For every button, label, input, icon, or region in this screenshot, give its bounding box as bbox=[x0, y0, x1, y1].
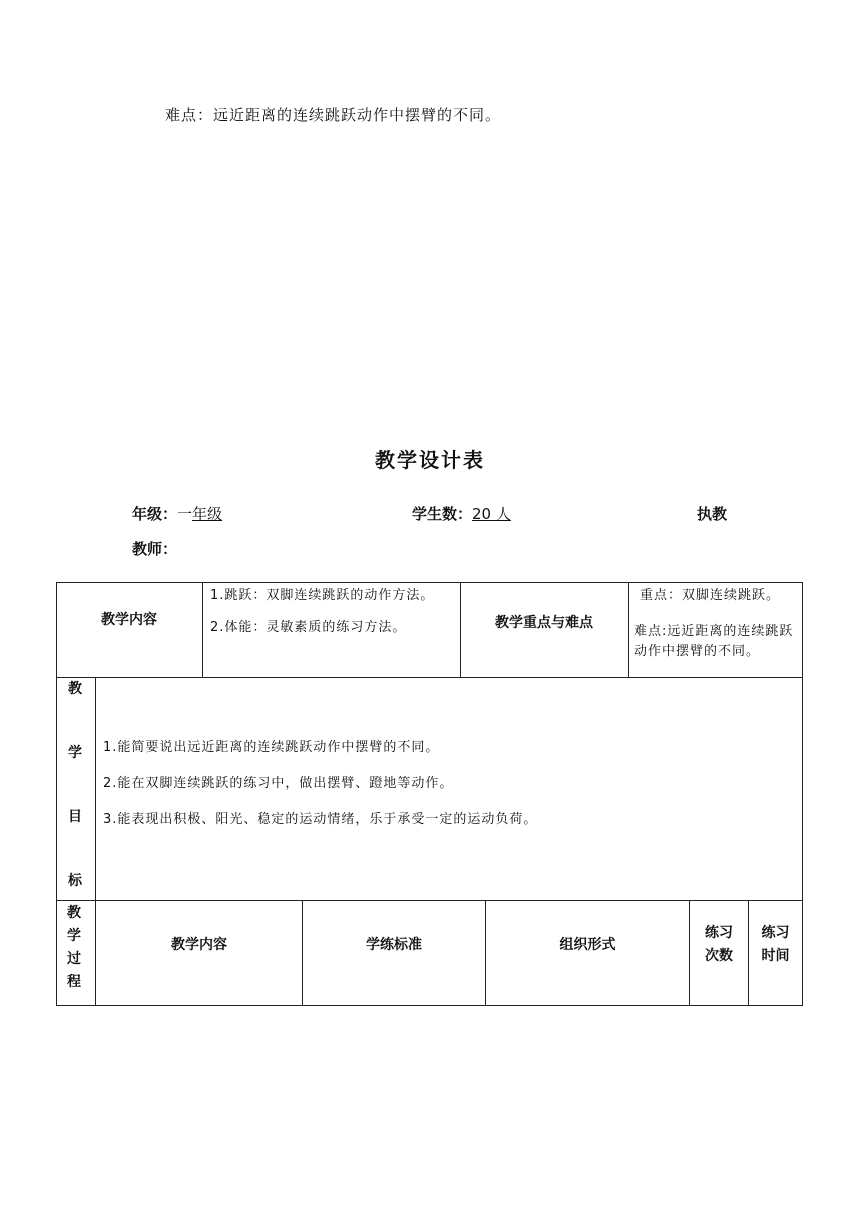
border-right bbox=[802, 582, 803, 1006]
process-label-char: 教 bbox=[67, 905, 81, 921]
border-bottom bbox=[56, 1005, 803, 1006]
process-header-time bbox=[749, 922, 802, 968]
content-item: 2.体能：灵敏素质的练习方法。 bbox=[210, 620, 407, 635]
page-title: 教学设计表 bbox=[375, 448, 485, 472]
process-label-char: 过 bbox=[67, 951, 81, 967]
students-label: 学生数： bbox=[412, 505, 473, 523]
grade-prefix: 一 bbox=[177, 505, 193, 523]
content-items bbox=[210, 586, 460, 638]
key-difficult-label: 教学重点与难点 bbox=[495, 615, 593, 631]
grade-field bbox=[132, 503, 222, 524]
objective-item: 1.能简要说出远近距离的连续跳跃动作中摆臂的不同。 bbox=[103, 740, 440, 755]
row-divider-1 bbox=[56, 677, 803, 678]
students-field bbox=[412, 503, 525, 524]
process-header-organization: 组织形式 bbox=[559, 937, 616, 953]
objective-item: 2.能在双脚连续跳跃的练习中，做出摆臂、蹬地等动作。 bbox=[103, 776, 454, 791]
objectives-list bbox=[103, 738, 793, 830]
process-header-time-line: 练习 bbox=[761, 925, 790, 941]
process-header-content: 教学内容 bbox=[171, 937, 227, 953]
process-label bbox=[67, 902, 91, 994]
process-label-char: 学 bbox=[67, 928, 81, 944]
teacher-label-1: 执教 bbox=[697, 505, 728, 523]
objective-item: 3.能表现出积极、阳光、稳定的运动情绪，乐于承受一定的运动负荷。 bbox=[103, 812, 538, 827]
objectives-label-char: 标 bbox=[68, 873, 82, 889]
grade-label: 年级： bbox=[132, 505, 178, 523]
top-note: 难点：远近距离的连续跳跃动作中摆臂的不同。 bbox=[165, 106, 502, 124]
objectives-label-char: 教 bbox=[68, 681, 82, 697]
teacher-label-2: 教师： bbox=[132, 540, 178, 558]
key-point: 重点：双脚连续跳跃。 bbox=[640, 588, 781, 603]
col-divider-r1-1 bbox=[202, 582, 203, 678]
col-divider-r1-3 bbox=[628, 582, 629, 678]
grade-value: 年级 bbox=[192, 505, 223, 523]
difficult-point: 难点:远近距离的连续跳跃动作中摆臂的不同。 bbox=[634, 624, 794, 659]
process-header-count bbox=[690, 922, 748, 968]
process-label-char: 程 bbox=[67, 974, 81, 990]
content-item: 1.跳跃：双脚连续跳跃的动作方法。 bbox=[210, 588, 435, 603]
students-value: 20 人 bbox=[472, 505, 511, 523]
process-header-standard: 学练标准 bbox=[366, 937, 422, 953]
process-header-time-line: 时间 bbox=[761, 948, 790, 964]
content-label: 教学内容 bbox=[101, 612, 157, 628]
lesson-design-table bbox=[56, 582, 803, 1006]
process-header-count-line: 次数 bbox=[705, 948, 733, 964]
objectives-label-char: 目 bbox=[68, 809, 82, 825]
process-header-count-line: 练习 bbox=[705, 925, 733, 941]
objectives-label-char: 学 bbox=[68, 745, 82, 761]
